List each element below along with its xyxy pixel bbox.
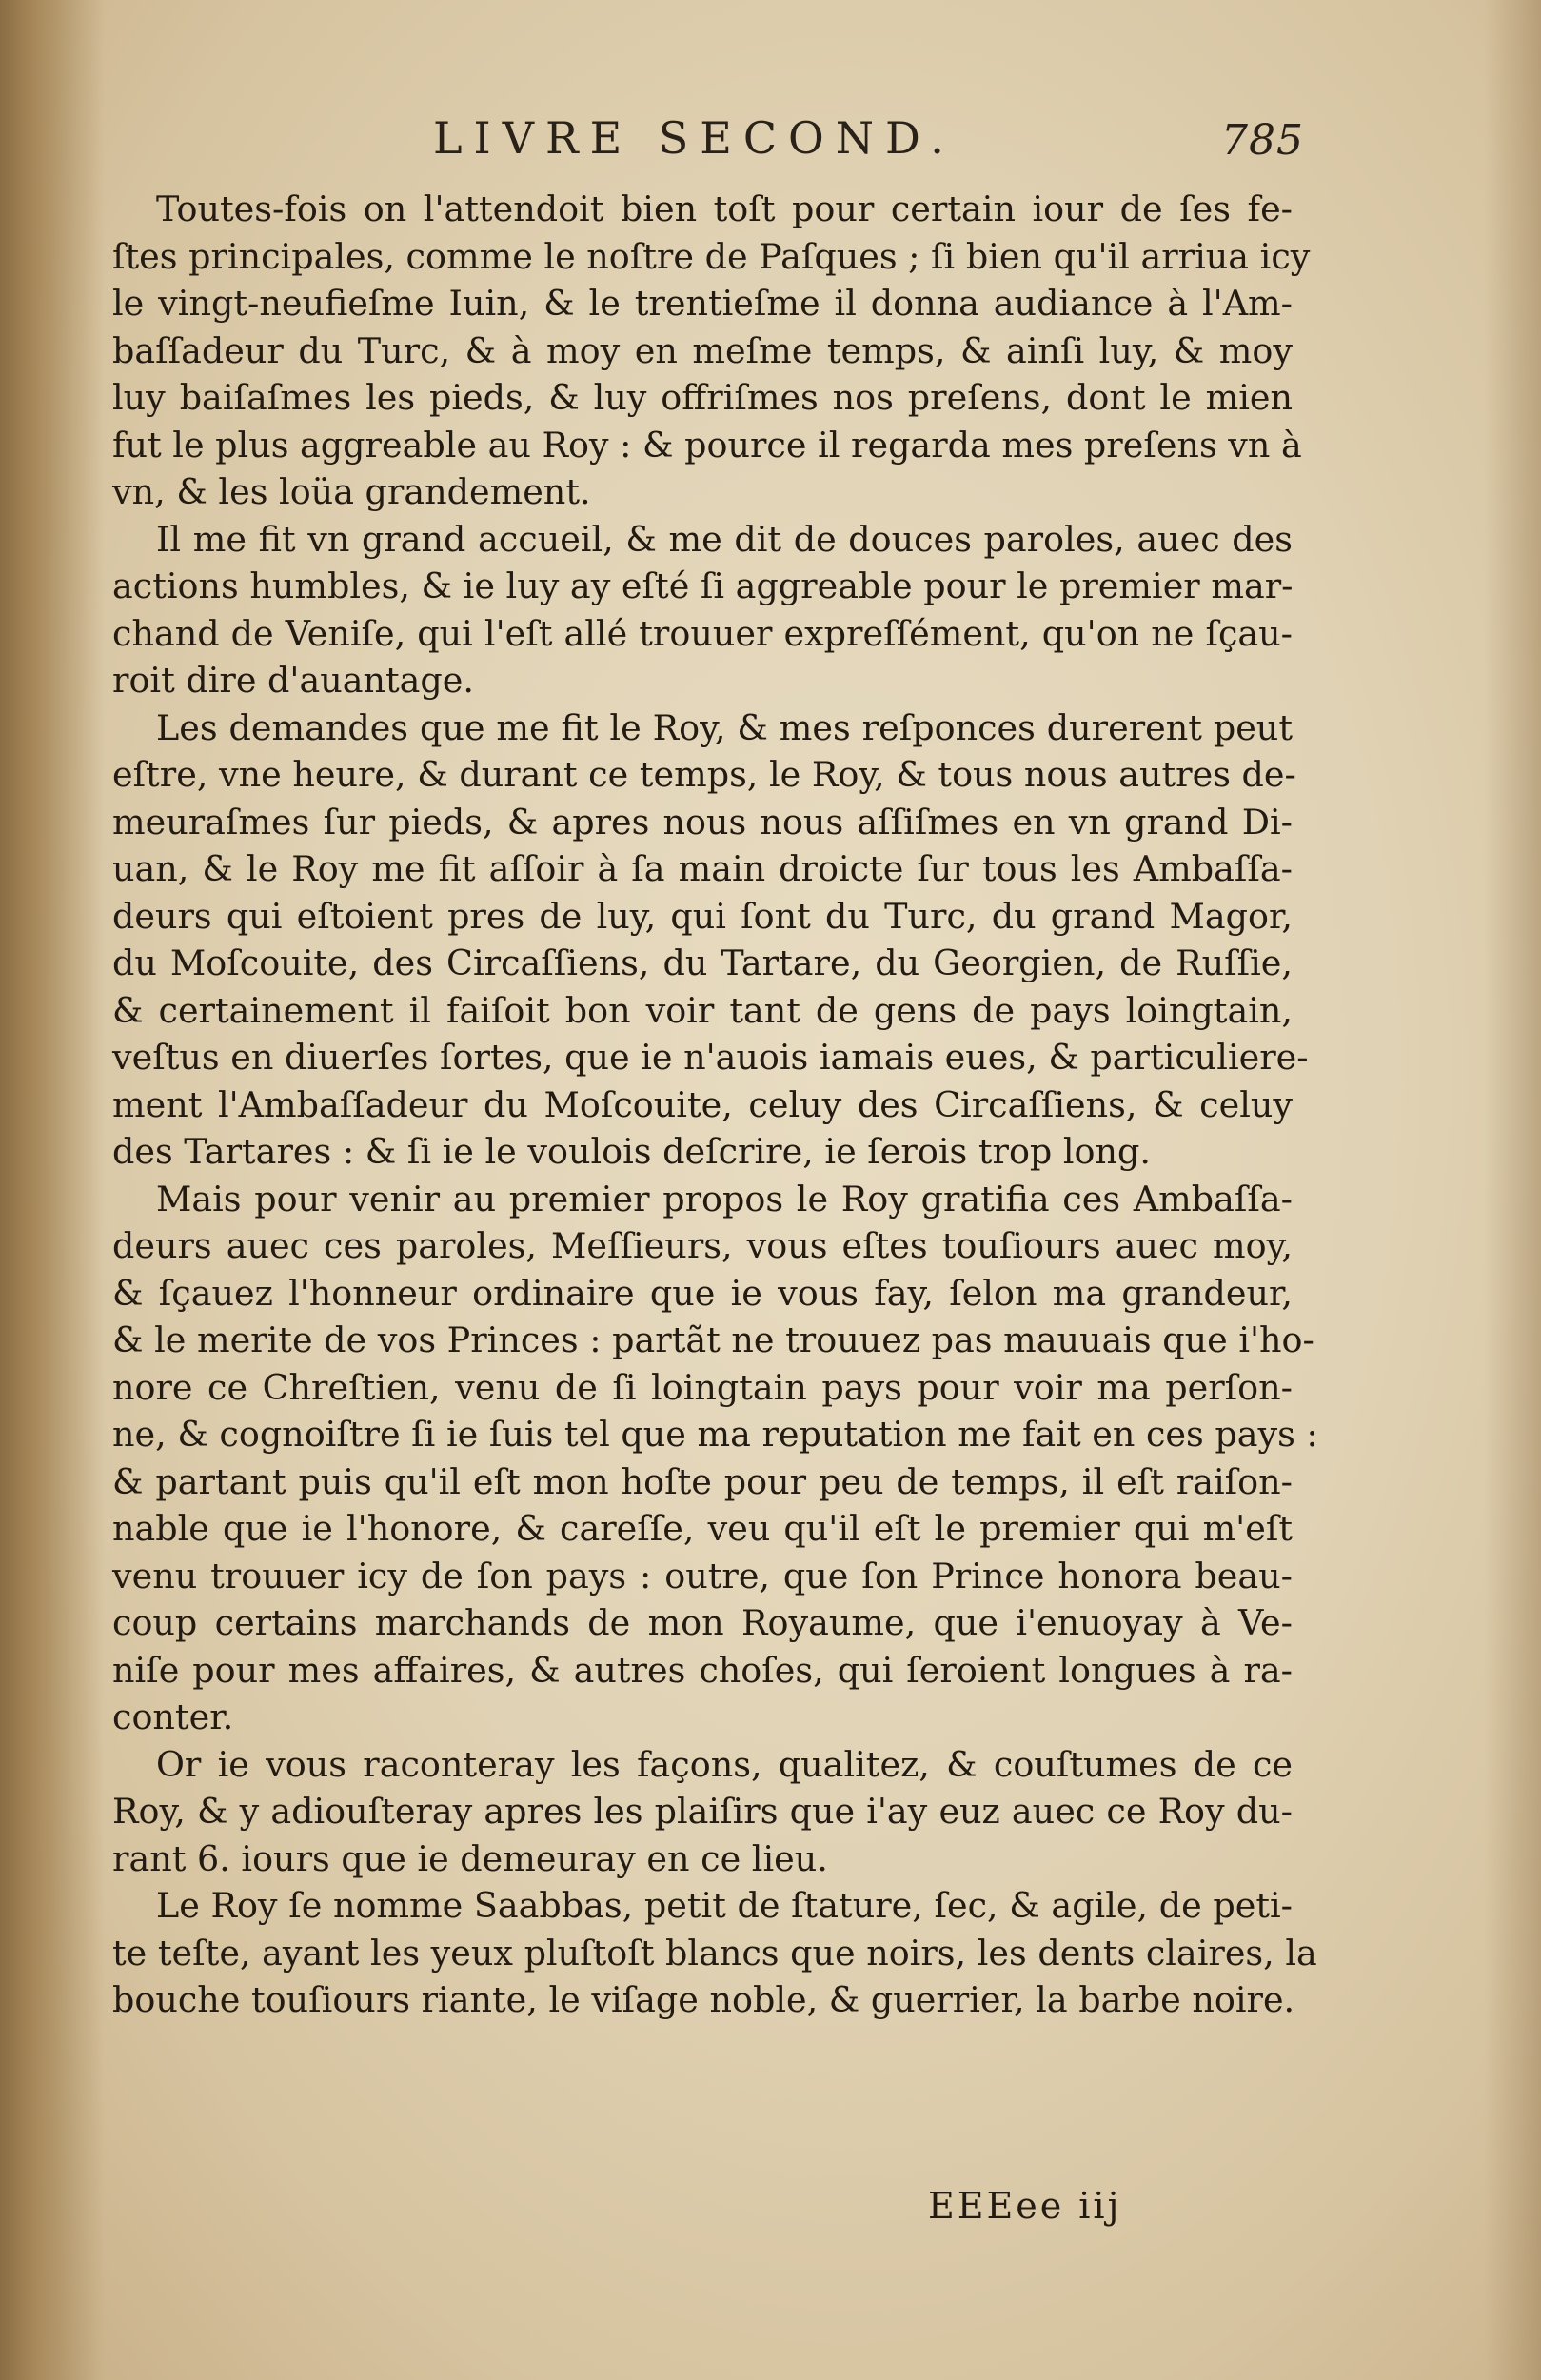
text-line: ne, & cognoiſtre ſi ie ſuis tel que ma reputation me fait en ces pays : — [112, 1414, 1318, 1455]
text-line: Mais pour venir au premier propos le Roy gratifia ces Ambaſſa- — [156, 1178, 1293, 1220]
text-line: coup certains marchands de mon Royaume, que i'enuoyay à Ve- — [112, 1602, 1293, 1643]
page-number: 785 — [1221, 116, 1304, 165]
text-line: deurs qui eſtoient pres de luy, qui ſont du Turc, du grand Magor, — [112, 895, 1293, 937]
text-line: du Moſcouite, des Circaſſiens, du Tartare, du Georgien, de Ruſſie, — [112, 942, 1293, 983]
text-line: chand de Veniſe, qui l'eſt allé trouuer expreſſément, qu'on ne ſçau- — [112, 612, 1293, 654]
page-header — [124, 112, 1304, 179]
text-line: ſtes principales, comme le noſtre de Paſques ; ſi bien qu'il arriua icy — [112, 235, 1311, 277]
text-line: te teſte, ayant les yeux pluſtoſt blancs que noirs, les dents claires, la — [112, 1932, 1317, 1973]
text-line: Il me fit vn grand accueil, & me dit de douces paroles, auec des — [156, 518, 1293, 560]
text-line: deurs auec ces paroles, Meſſieurs, vous eſtes touſiours auec moy, — [112, 1225, 1293, 1266]
text-line: niſe pour mes affaires, & autres choſes, qui ſeroient longues à ra- — [112, 1649, 1293, 1691]
text-line: Les demandes que me fit le Roy, & mes reſponces durerent peut — [156, 706, 1293, 748]
text-line: rant 6. iours que ie demeuray en ce lieu. — [112, 1837, 828, 1879]
text-line: & le merite de vos Princes : partãt ne trouuez pas mauuais que i'ho- — [112, 1319, 1314, 1360]
text-line: Toutes-fois on l'attendoit bien toſt pour certain iour de ſes fe- — [156, 188, 1293, 229]
text-line: le vingt-neufieſme Iuin, & le trentieſme il donna audiance à l'Am- — [112, 283, 1293, 324]
text-line: roit dire d'auantage. — [112, 660, 474, 701]
body-text — [112, 186, 1318, 2024]
text-line: bouche touſiours riante, le viſage noble, & guerrier, la barbe noire. — [112, 1979, 1295, 2020]
text-line: eſtre, vne heure, & durant ce temps, le Roy, & tous nous autres de- — [112, 754, 1296, 795]
text-line: & partant puis qu'il eſt mon hoſte pour peu de temps, il eſt raiſon- — [112, 1460, 1293, 1502]
text-line: ment l'Ambaſſadeur du Moſcouite, celuy des Circaſſiens, & celuy — [112, 1083, 1293, 1125]
text-line: nable que ie l'honore, & careſſe, veu qu'il eſt le premier qui m'eſt — [112, 1508, 1293, 1549]
signature-mark: EEEee iij — [928, 2185, 1122, 2227]
text-line: des Tartares : & ſi ie le voulois deſcrire, ie ſerois trop long. — [112, 1131, 1152, 1172]
text-line: veſtus en diuerſes ſortes, que ie n'auois iamais eues, & particuliere- — [112, 1037, 1309, 1078]
text-line: fut le plus aggreable au Roy : & pource il regarda mes preſens vn à — [112, 424, 1302, 466]
text-line: vn, & les loüa grandement. — [112, 471, 591, 512]
text-line: uan, & le Roy me fit aſſoir à ſa main droicte ſur tous les Ambaſſa- — [112, 848, 1293, 889]
text-line: actions humbles, & ie luy ay eſté ſi aggreable pour le premier mar- — [112, 565, 1294, 606]
text-line: nore ce Chreſtien, venu de ſi loingtain pays pour voir ma perſon- — [112, 1366, 1293, 1408]
text-line: baſſadeur du Turc, & à moy en meſme temps, & ainſi luy, & moy — [112, 329, 1293, 371]
text-line: Le Roy ſe nomme Saabbas, petit de ſtature, ſec, & agile, de peti- — [156, 1885, 1293, 1926]
text-line: conter. — [112, 1696, 234, 1737]
text-line: Roy, & y adiouſteray apres les plaiſirs que i'ay euz auec ce Roy du- — [112, 1791, 1293, 1832]
text-line: luy baiſaſmes les pieds, & luy offriſmes nos preſens, dont le mien — [112, 377, 1293, 418]
text-line: & ſçauez l'honneur ordinaire que ie vous fay, ſelon ma grandeur, — [112, 1272, 1293, 1314]
text-line: venu trouuer icy de ſon pays : outre, que ſon Prince honora beau- — [112, 1555, 1293, 1597]
running-title: LIVRE SECOND. — [433, 112, 956, 164]
text-line: meuraſmes ſur pieds, & apres nous nous aſſiſmes en vn grand Di- — [112, 801, 1293, 843]
text-line: Or ie vous raconteray les façons, qualitez, & couſtumes de ce — [156, 1743, 1293, 1785]
text-line: & certainement il faiſoit bon voir tant de gens de pays loingtain, — [112, 989, 1293, 1031]
